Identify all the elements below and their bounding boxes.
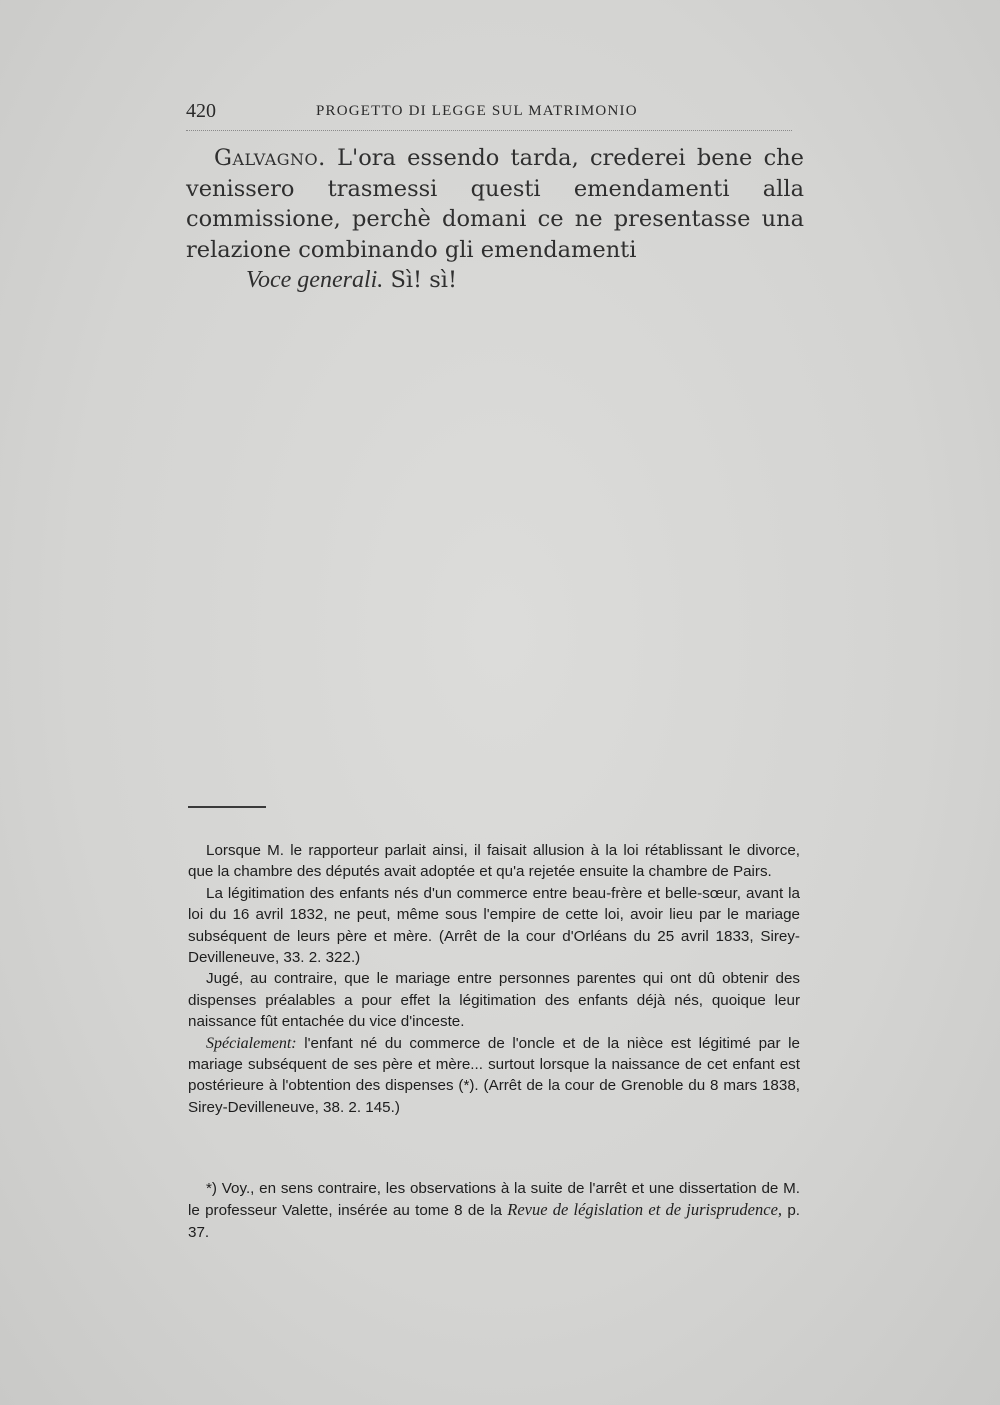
main-text: [186, 143, 804, 296]
note-label: Spécialement:: [206, 1034, 297, 1052]
note-paragraph-4: [188, 1033, 800, 1119]
footnote-text-after: p. 37.: [188, 1202, 800, 1241]
note-paragraph-1: Lorsque M. le rapporteur parlait ainsi, il faisait allusion à la loi rétablissant le divorce, que la chambre des députés avait adoptée et qu'a rejetée ensuite la chambre de Pairs.: [188, 842, 800, 881]
aside-label: Voce generali.: [246, 267, 384, 293]
note-paragraph-4-text: l'enfant né du commerce de l'oncle et de la nièce est légitimé par le mariage subséquent de ses père et mère... surtout lorsque la naissance de cet enfant est postérieure à l'obtention des dispenses (*). (Arrêt de la cour de Grenoble du 8 mars 1838, Sirey-Devilleneuve, 38. 2. 145.): [188, 1034, 800, 1116]
page-number: 420: [186, 100, 216, 122]
footnote-text-before: *) Voy., en sens contraire, les observations à la suite de l'arrêt et une dissertation de M. le professeur Valette, insérée au tome 8 de la: [188, 1180, 800, 1220]
footnote-divider: [188, 806, 266, 808]
notes-block: [188, 840, 800, 1118]
note-paragraph-3: Jugé, au contraire, que le mariage entre personnes parentes qui ont dû obtenir des dispenses préalables a pour effet la légitimation des enfants déjà nés, quoique leur naissance fût entachée du vice d'inceste.: [188, 970, 800, 1031]
aside-paragraph: [186, 265, 804, 296]
speech-text: L'ora essendo tarda, crederei bene che venissero trasmessi questi emendamenti alla commissione, perchè domani ce ne presentasse una relazione combinando gli emendamenti: [186, 145, 804, 263]
footnote: [188, 1178, 800, 1243]
aside-text: Sì! sì!: [383, 267, 458, 293]
footnote-paragraph: [188, 1178, 800, 1243]
footnote-journal-title: Revue de législation et de jurisprudence,: [507, 1200, 783, 1220]
speaker-name: Galvagno.: [214, 145, 326, 171]
running-head: [186, 100, 792, 131]
note-paragraph-2: La légitimation des enfants nés d'un commerce entre beau-frère et belle-sœur, avant la loi du 16 avril 1832, ne peut, même sous l'empire de cette loi, avoir lieu par le mariage subséquent de leurs père et mère. (Arrêt de la cour d'Orléans du 25 avril 1833, Sirey-Devilleneuve, 33. 2. 322.): [188, 884, 800, 967]
running-title: PROGETTO DI LEGGE SUL MATRIMONIO: [316, 103, 638, 119]
speech-paragraph: [186, 143, 804, 265]
